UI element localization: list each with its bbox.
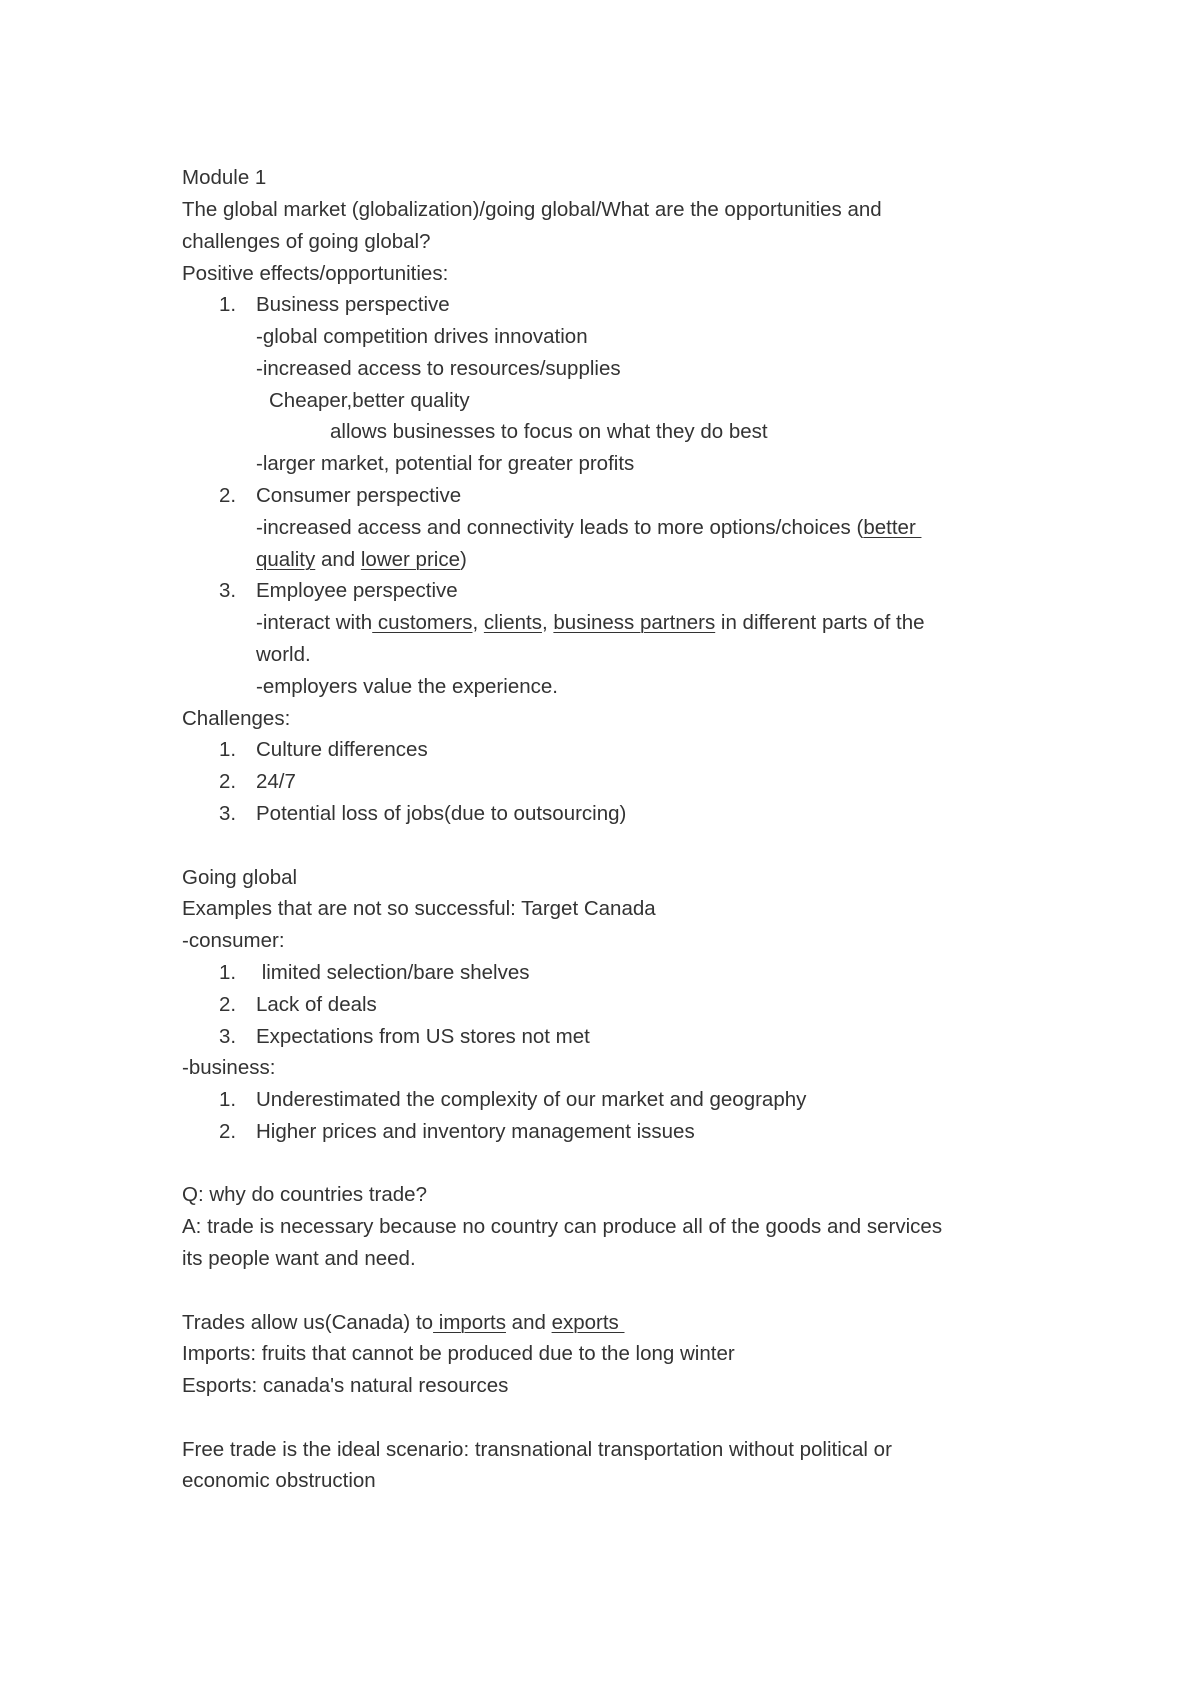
list-number: 3. bbox=[219, 579, 237, 602]
examples-line: Examples that are not so successful: Target Canada bbox=[182, 897, 656, 920]
challenge-item: Potential loss of jobs(due to outsourcing) bbox=[256, 802, 627, 825]
document-title: Module 1 bbox=[182, 166, 267, 189]
challenge-item: Culture differences bbox=[256, 738, 428, 761]
consumer-item: Lack of deals bbox=[256, 993, 377, 1016]
trades-and: and bbox=[505, 1311, 552, 1334]
list-number: 2. bbox=[219, 484, 237, 507]
trades-prefix: Trades allow us(Canada) to bbox=[182, 1311, 434, 1334]
list-item-consumer-perspective: Consumer perspective bbox=[256, 484, 462, 507]
list-number: 1. bbox=[219, 1088, 237, 1111]
business-item: Underestimated the complexity of our market and geography bbox=[256, 1088, 807, 1111]
esports-line: Esports: canada's natural resources bbox=[182, 1374, 509, 1397]
underlined-exports: exports bbox=[551, 1311, 625, 1334]
trades-line bbox=[182, 1311, 625, 1335]
business-line: -larger market, potential for greater profits bbox=[256, 452, 635, 475]
list-number: 1. bbox=[219, 293, 237, 316]
business-line: Cheaper,better quality bbox=[269, 389, 470, 412]
list-number: 1. bbox=[219, 738, 237, 761]
separator: , bbox=[472, 611, 484, 634]
consumer-line-1 bbox=[256, 516, 921, 540]
intro-line-2: challenges of going global? bbox=[182, 230, 431, 253]
list-number: 3. bbox=[219, 802, 237, 825]
intro-line-1: The global market (globalization)/going global/What are the opportunities and bbox=[182, 198, 882, 221]
underlined-better: better bbox=[863, 516, 922, 539]
list-number: 1. bbox=[219, 961, 237, 984]
imports-line: Imports: fruits that cannot be produced due to the long winter bbox=[182, 1342, 735, 1365]
consumer-line-2-and: and bbox=[315, 548, 361, 571]
list-item-business-perspective: Business perspective bbox=[256, 293, 450, 316]
underlined-business-partners: business partners bbox=[553, 611, 716, 634]
business-item: Higher prices and inventory management issues bbox=[256, 1120, 695, 1143]
consumer-line-1-text: -increased access and connectivity leads to more options/choices ( bbox=[256, 516, 864, 539]
consumer-line-2 bbox=[256, 548, 467, 572]
answer-line-1: A: trade is necessary because no country can produce all of the goods and services bbox=[182, 1215, 943, 1238]
challenges-heading: Challenges: bbox=[182, 707, 291, 730]
free-trade-line-1: Free trade is the ideal scenario: transnational transportation without political or bbox=[182, 1438, 892, 1461]
list-number: 2. bbox=[219, 1120, 237, 1143]
going-global-heading: Going global bbox=[182, 866, 298, 889]
employee-line-1-suffix: in different parts of the bbox=[715, 611, 925, 634]
underlined-customers: customers bbox=[372, 611, 473, 634]
free-trade-line-2: economic obstruction bbox=[182, 1469, 376, 1492]
business-line: -increased access to resources/supplies bbox=[256, 357, 621, 380]
list-number: 2. bbox=[219, 993, 237, 1016]
underlined-lower-price: lower price bbox=[360, 548, 460, 571]
list-number: 3. bbox=[219, 1025, 237, 1048]
separator: , bbox=[541, 611, 554, 634]
list-item-employee-perspective: Employee perspective bbox=[256, 579, 458, 602]
employee-line-1-text: -interact with bbox=[256, 611, 373, 634]
question-line: Q: why do countries trade? bbox=[182, 1183, 427, 1206]
underlined-imports: imports bbox=[433, 1311, 506, 1334]
list-number: 2. bbox=[219, 770, 237, 793]
employee-line-3: -employers value the experience. bbox=[256, 675, 558, 698]
employee-line-2: world. bbox=[256, 643, 311, 666]
underlined-quality: quality bbox=[256, 548, 316, 571]
business-line: -global competition drives innovation bbox=[256, 325, 588, 348]
consumer-item: limited selection/bare shelves bbox=[256, 961, 530, 984]
consumer-heading: -consumer: bbox=[182, 929, 285, 952]
consumer-line-2-paren: ) bbox=[460, 548, 467, 571]
consumer-item: Expectations from US stores not met bbox=[256, 1025, 590, 1048]
business-heading: -business: bbox=[182, 1056, 276, 1079]
answer-line-2: its people want and need. bbox=[182, 1247, 416, 1270]
employee-line-1 bbox=[256, 611, 925, 635]
underlined-clients: clients bbox=[483, 611, 542, 634]
positive-heading: Positive effects/opportunities: bbox=[182, 262, 449, 285]
business-line: allows businesses to focus on what they do best bbox=[330, 420, 768, 443]
challenge-item: 24/7 bbox=[256, 770, 296, 793]
